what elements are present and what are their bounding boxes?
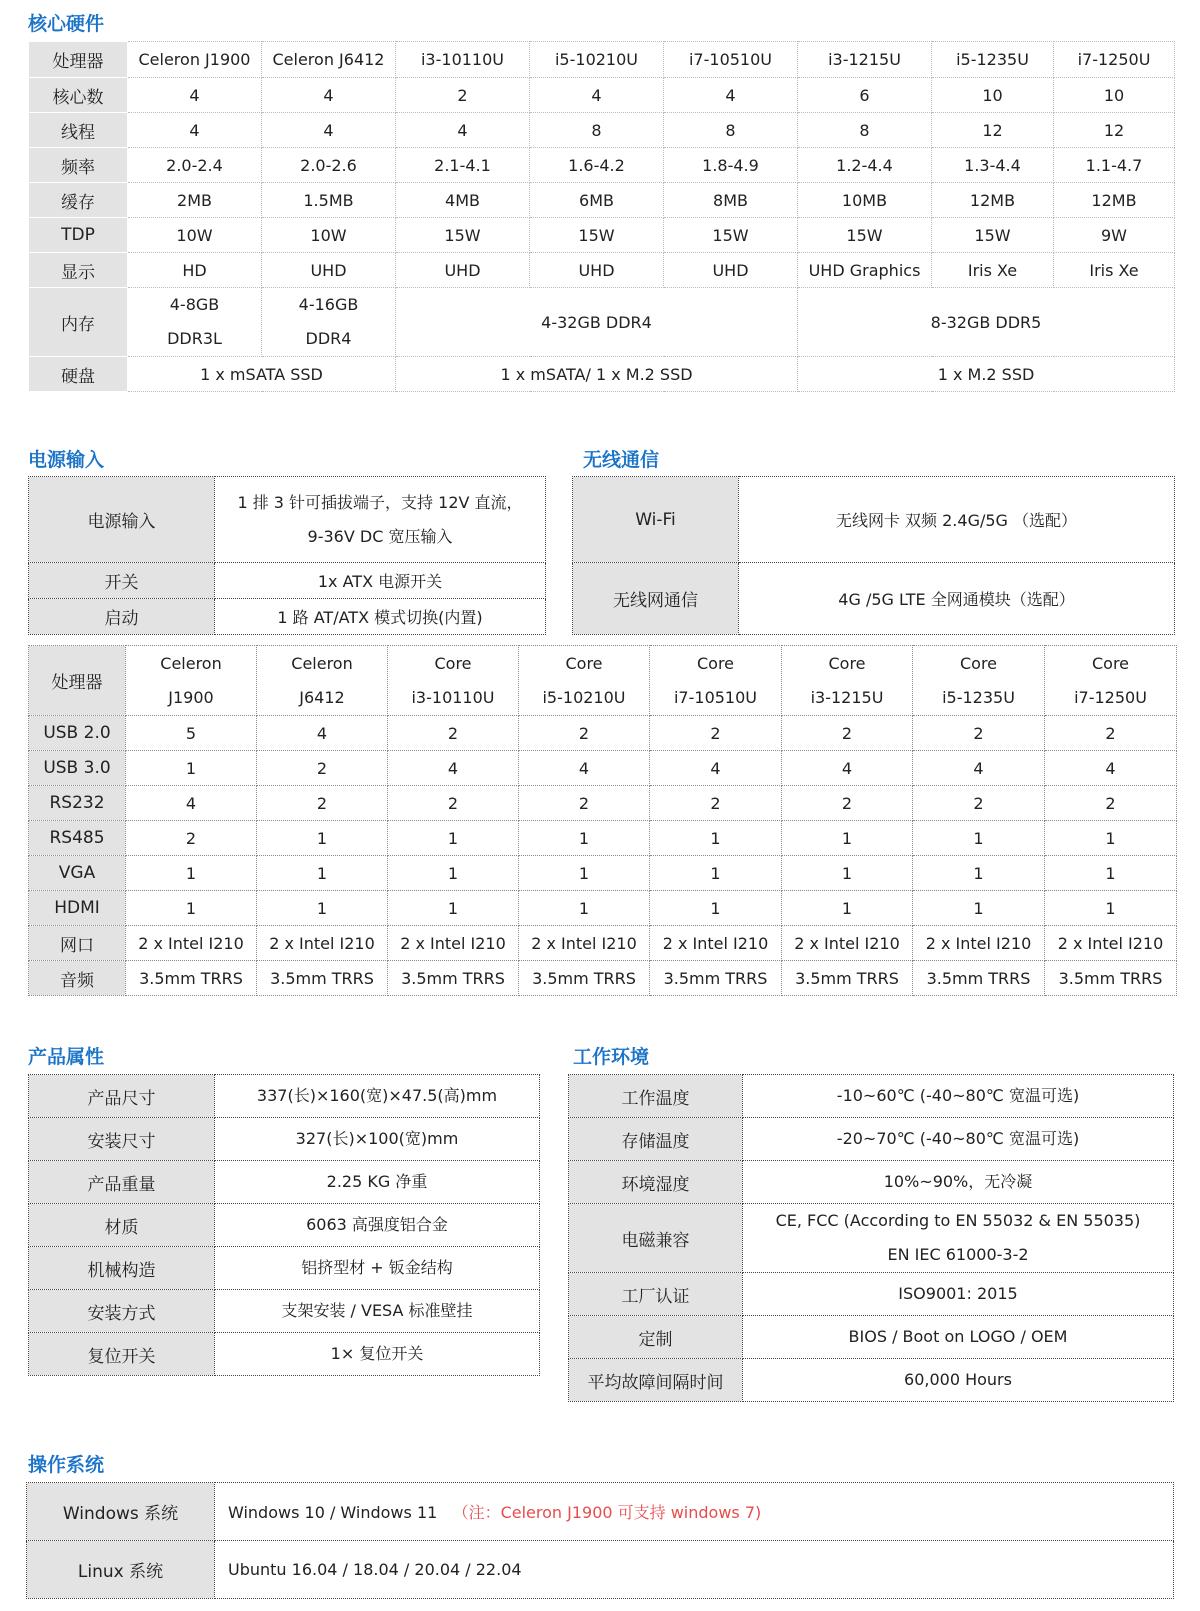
product-value — [215, 1075, 540, 1118]
cellular-row — [573, 563, 1175, 635]
hardware-section-title: 核心硬件 — [28, 13, 105, 35]
io-cpu-name — [1045, 646, 1177, 716]
os-windows-row — [27, 1483, 1174, 1541]
product-value — [215, 1204, 540, 1247]
product-value — [215, 1118, 540, 1161]
environment-value-line: -10~60℃ (-40~80℃ 宽温可选) — [836, 1086, 1080, 1105]
io-row-value: 1 — [650, 891, 782, 926]
power-input-line-2: 9-36V DC 宽压输入 — [307, 526, 453, 546]
hardware-cpu-name: i7-1250U — [1054, 42, 1175, 78]
product-table — [28, 1074, 540, 1376]
hardware-spec-value: 15W — [932, 218, 1054, 253]
io-cpu-name — [782, 646, 913, 716]
io-row — [29, 786, 1177, 821]
io-cpu-model: i7-10510U — [673, 687, 757, 707]
io-row-value: 4 — [519, 751, 650, 786]
io-row-value: 3.5mm TRRS — [388, 961, 519, 996]
io-row-value: 3.5mm TRRS — [126, 961, 257, 996]
hardware-spec-value: 6MB — [530, 183, 664, 218]
io-cpu-family: Celeron — [291, 653, 353, 673]
io-row-value: 1 — [782, 856, 913, 891]
environment-label: 工厂认证 — [569, 1273, 743, 1316]
os-linux-row — [27, 1541, 1174, 1599]
io-row-value: 1 — [257, 891, 388, 926]
wifi-row — [573, 477, 1175, 563]
io-row-value: 1 — [257, 821, 388, 856]
power-switch-label: 开关 — [29, 563, 215, 599]
os-linux-value: Ubuntu 16.04 / 18.04 / 20.04 / 22.04 — [215, 1541, 1174, 1599]
io-row-value: 1 — [257, 856, 388, 891]
environment-row — [569, 1359, 1174, 1402]
hardware-cpu-name: i7-10510U — [664, 42, 798, 78]
io-cpu-name — [388, 646, 519, 716]
power-boot-value: 1 路 AT/ATX 模式切换(内置) — [215, 599, 546, 635]
power-boot-row — [29, 599, 546, 635]
hardware-spec-value: UHD — [530, 253, 664, 288]
environment-value-line: EN IEC 61000-3-2 — [887, 1245, 1029, 1264]
io-row-value: 2 — [388, 716, 519, 751]
power-switch-row — [29, 563, 546, 599]
io-cpu-model: i5-10210U — [542, 687, 626, 707]
io-row-value: 2 — [1045, 716, 1177, 751]
io-cpu-family: Celeron — [160, 653, 222, 673]
memory-j1900 — [128, 288, 262, 357]
product-value-line: 337(长)×160(宽)×47.5(高)mm — [256, 1086, 498, 1105]
os-windows-cell — [215, 1483, 1174, 1541]
io-row-value: 4 — [388, 751, 519, 786]
power-input-row — [29, 477, 546, 563]
io-row-label: USB 3.0 — [29, 751, 126, 786]
hardware-cpu-name: Celeron J1900 — [128, 42, 262, 78]
memory-j1900-size: 4-8GB — [169, 295, 220, 314]
hardware-spec-value: 2.0-2.6 — [262, 148, 396, 183]
environment-value-line: -20~70℃ (-40~80℃ 宽温可选) — [836, 1129, 1080, 1148]
hardware-spec-value: 8 — [798, 113, 932, 148]
io-row-value: 1 — [388, 891, 519, 926]
hardware-spec-value: Iris Xe — [932, 253, 1054, 288]
product-row — [29, 1290, 540, 1333]
io-row-value: 1 — [388, 821, 519, 856]
io-row-label: 网口 — [29, 926, 126, 961]
environment-value-line: BIOS / Boot on LOGO / OEM — [848, 1327, 1068, 1346]
environment-value — [743, 1118, 1174, 1161]
os-windows-label: Windows 系统 — [27, 1483, 215, 1541]
hardware-spec-value: 4 — [530, 78, 664, 113]
product-label: 机械构造 — [29, 1247, 215, 1290]
io-row — [29, 926, 1177, 961]
environment-value-line: CE, FCC (According to EN 55032 & EN 55035) — [775, 1211, 1141, 1230]
hardware-spec-value: 15W — [530, 218, 664, 253]
io-cpu-model: i3-10110U — [411, 687, 495, 707]
hardware-spec-value: 4MB — [396, 183, 530, 218]
io-row-value: 2 — [650, 786, 782, 821]
wireless-table — [572, 476, 1175, 635]
product-label: 产品重量 — [29, 1161, 215, 1204]
hardware-spec-value: UHD — [262, 253, 396, 288]
product-label: 产品尺寸 — [29, 1075, 215, 1118]
io-row-value: 2 x Intel I210 — [650, 926, 782, 961]
memory-j1900-type: DDR3L — [167, 329, 222, 348]
hardware-spec-value: 1.8-4.9 — [664, 148, 798, 183]
memory-gen12: 8-32GB DDR5 — [798, 288, 1175, 357]
hardware-spec-value: 8 — [530, 113, 664, 148]
io-row-value: 2 — [519, 716, 650, 751]
io-cpu-family: Core — [565, 653, 603, 673]
io-cpu-family: Core — [434, 653, 472, 673]
hardware-cpu-name: i3-1215U — [798, 42, 932, 78]
environment-value — [743, 1161, 1174, 1204]
hardware-cpu-label: 处理器 — [29, 42, 128, 78]
hardware-spec-value: 1.5MB — [262, 183, 396, 218]
hardware-spec-value: 2MB — [128, 183, 262, 218]
io-row-value: 4 — [126, 786, 257, 821]
io-row-value: 1 — [650, 821, 782, 856]
hardware-spec-label: 频率 — [29, 148, 128, 183]
hardware-spec-value: 8 — [664, 113, 798, 148]
power-input-line-1: 1 排 3 针可插拔端子，支持 12V 直流， — [237, 492, 523, 512]
io-row-value: 1 — [913, 821, 1045, 856]
environment-row — [569, 1273, 1174, 1316]
hardware-spec-value: 1.3-4.4 — [932, 148, 1054, 183]
hardware-spec-label: 线程 — [29, 113, 128, 148]
io-row-value: 1 — [913, 856, 1045, 891]
io-row-value: 5 — [126, 716, 257, 751]
hardware-spec-value: 10 — [932, 78, 1054, 113]
memory-j6412-type: DDR4 — [305, 329, 352, 348]
os-section-title: 操作系统 — [28, 1454, 105, 1476]
wireless-section-title: 无线通信 — [583, 449, 660, 471]
hardware-spec-value: 4 — [262, 113, 396, 148]
hardware-spec-row — [29, 183, 1175, 218]
wifi-label: Wi-Fi — [573, 477, 739, 563]
hardware-cpu-name: i3-10110U — [396, 42, 530, 78]
io-cpu-family: Core — [696, 653, 735, 673]
hardware-spec-row — [29, 253, 1175, 288]
environment-row — [569, 1204, 1174, 1273]
io-row-label: VGA — [29, 856, 126, 891]
hardware-spec-value: HD — [128, 253, 262, 288]
io-row — [29, 716, 1177, 751]
io-row-value: 4 — [1045, 751, 1177, 786]
product-section-title: 产品属性 — [28, 1046, 105, 1068]
io-row-value: 2 — [650, 716, 782, 751]
environment-value-line: 10%~90%，无冷凝 — [883, 1172, 1033, 1191]
hardware-spec-value: 15W — [664, 218, 798, 253]
hardware-spec-value: 12 — [932, 113, 1054, 148]
io-row-value: 2 x Intel I210 — [1045, 926, 1177, 961]
io-row-value: 2 x Intel I210 — [388, 926, 519, 961]
environment-value — [743, 1273, 1174, 1316]
io-row-value: 4 — [650, 751, 782, 786]
hardware-spec-row — [29, 218, 1175, 253]
product-value — [215, 1290, 540, 1333]
io-row — [29, 961, 1177, 996]
hardware-spec-value: 12 — [1054, 113, 1175, 148]
product-row — [29, 1161, 540, 1204]
power-boot-label: 启动 — [29, 599, 215, 635]
environment-value-line: ISO9001: 2015 — [898, 1284, 1018, 1303]
product-label: 材质 — [29, 1204, 215, 1247]
cellular-value: 4G /5G LTE 全网通模块（选配） — [739, 563, 1175, 635]
io-cpu-name — [257, 646, 388, 716]
io-row-value: 2 x Intel I210 — [782, 926, 913, 961]
io-row-value: 2 — [782, 716, 913, 751]
os-linux-label: Linux 系统 — [27, 1541, 215, 1599]
storage-msata: 1 x mSATA SSD — [128, 357, 396, 392]
hardware-spec-value: 4 — [664, 78, 798, 113]
product-label: 复位开关 — [29, 1333, 215, 1376]
io-row-value: 1 — [519, 856, 650, 891]
product-value-line: 2.25 KG 净重 — [326, 1172, 428, 1191]
hardware-spec-value: Iris Xe — [1054, 253, 1175, 288]
io-row — [29, 856, 1177, 891]
io-row-label: RS485 — [29, 821, 126, 856]
io-row-value: 4 — [257, 716, 388, 751]
environment-label: 存储温度 — [569, 1118, 743, 1161]
hardware-cpu-name: i5-1235U — [932, 42, 1054, 78]
environment-section-title: 工作环境 — [573, 1046, 650, 1068]
os-table — [26, 1482, 1174, 1599]
io-row-value: 3.5mm TRRS — [257, 961, 388, 996]
io-row-value: 1 — [519, 891, 650, 926]
io-row-value: 1 — [519, 821, 650, 856]
io-row-value: 2 — [257, 786, 388, 821]
hardware-storage-row — [29, 357, 1175, 392]
io-row-value: 2 x Intel I210 — [257, 926, 388, 961]
io-cpu-label: 处理器 — [29, 646, 126, 716]
hardware-memory-label: 内存 — [29, 288, 128, 357]
io-row-label: RS232 — [29, 786, 126, 821]
hardware-memory-row — [29, 288, 1175, 357]
hardware-table — [28, 41, 1175, 392]
product-row — [29, 1247, 540, 1290]
environment-label: 环境湿度 — [569, 1161, 743, 1204]
environment-value-line: 60,000 Hours — [904, 1370, 1012, 1389]
io-row-value: 3.5mm TRRS — [519, 961, 650, 996]
hardware-cpu-name: i5-10210U — [530, 42, 664, 78]
io-row-value: 2 — [126, 821, 257, 856]
io-row-value: 2 — [913, 716, 1045, 751]
power-input-value — [215, 477, 546, 563]
hardware-spec-row — [29, 113, 1175, 148]
environment-value — [743, 1316, 1174, 1359]
io-row-label: USB 2.0 — [29, 716, 126, 751]
power-table — [28, 476, 546, 635]
io-table — [28, 645, 1177, 996]
product-value-line: 支架安装 / VESA 标准壁挂 — [281, 1301, 473, 1320]
product-value — [215, 1333, 540, 1376]
hardware-spec-value: 4 — [262, 78, 396, 113]
environment-value — [743, 1204, 1174, 1273]
hardware-spec-value: 12MB — [1054, 183, 1175, 218]
power-input-label: 电源输入 — [29, 477, 215, 563]
io-row-value: 3.5mm TRRS — [650, 961, 782, 996]
hardware-spec-value: UHD — [664, 253, 798, 288]
environment-row — [569, 1316, 1174, 1359]
hardware-spec-value: UHD — [396, 253, 530, 288]
environment-label: 平均故障间隔时间 — [569, 1359, 743, 1402]
hardware-spec-value: UHD Graphics — [798, 253, 932, 288]
io-row-value: 2 — [913, 786, 1045, 821]
io-row-value: 2 — [519, 786, 650, 821]
hardware-cpu-name: Celeron J6412 — [262, 42, 396, 78]
product-value-line: 327(长)×100(宽)mm — [295, 1129, 459, 1148]
memory-j6412-size: 4-16GB — [298, 295, 359, 314]
environment-label: 定制 — [569, 1316, 743, 1359]
io-row-value: 2 x Intel I210 — [126, 926, 257, 961]
hardware-spec-value: 8MB — [664, 183, 798, 218]
environment-row — [569, 1075, 1174, 1118]
hardware-spec-value: 15W — [396, 218, 530, 253]
hardware-spec-value: 6 — [798, 78, 932, 113]
product-value — [215, 1247, 540, 1290]
io-row-value: 1 — [126, 891, 257, 926]
io-row-value: 1 — [782, 821, 913, 856]
io-cpu-family: Core — [828, 653, 866, 673]
io-cpu-family: Core — [1091, 653, 1130, 673]
io-row-label: HDMI — [29, 891, 126, 926]
hardware-spec-value: 12MB — [932, 183, 1054, 218]
io-row-value: 1 — [126, 751, 257, 786]
product-row — [29, 1118, 540, 1161]
io-row-value: 1 — [782, 891, 913, 926]
hardware-spec-value: 10W — [128, 218, 262, 253]
io-cpu-model: J1900 — [168, 687, 214, 707]
product-value-line: 6063 高强度铝合金 — [306, 1215, 448, 1234]
cellular-label: 无线网通信 — [573, 563, 739, 635]
io-row-value: 2 x Intel I210 — [913, 926, 1045, 961]
io-row — [29, 751, 1177, 786]
io-cpu-family: Core — [959, 653, 998, 673]
io-cpu-name — [913, 646, 1045, 716]
hardware-spec-value: 2.0-2.4 — [128, 148, 262, 183]
io-row-value: 2 — [1045, 786, 1177, 821]
hardware-spec-row — [29, 78, 1175, 113]
hardware-spec-label: 缓存 — [29, 183, 128, 218]
io-cpu-name — [519, 646, 650, 716]
io-row-value: 1 — [388, 856, 519, 891]
hardware-spec-value: 1.6-4.2 — [530, 148, 664, 183]
hardware-spec-label: TDP — [29, 218, 128, 253]
io-row-value: 1 — [913, 891, 1045, 926]
storage-m2: 1 x M.2 SSD — [798, 357, 1175, 392]
environment-table — [568, 1074, 1174, 1402]
io-row-value: 2 — [782, 786, 913, 821]
hardware-spec-value: 4 — [128, 113, 262, 148]
product-value — [215, 1161, 540, 1204]
io-cpu-name — [126, 646, 257, 716]
memory-j6412 — [262, 288, 396, 357]
hardware-storage-label: 硬盘 — [29, 357, 128, 392]
io-row — [29, 821, 1177, 856]
wifi-value: 无线网卡 双频 2.4G/5G （选配） — [739, 477, 1175, 563]
io-row-value: 2 — [257, 751, 388, 786]
io-cpu-name — [650, 646, 782, 716]
io-row-value: 1 — [650, 856, 782, 891]
hardware-cpu-row — [29, 42, 1175, 78]
hardware-spec-value: 10W — [262, 218, 396, 253]
product-value-line: 1× 复位开关 — [330, 1344, 424, 1363]
hardware-spec-label: 核心数 — [29, 78, 128, 113]
io-cpu-model: J6412 — [299, 687, 345, 707]
hardware-spec-value: 10 — [1054, 78, 1175, 113]
io-row-value: 1 — [1045, 856, 1177, 891]
product-label: 安装尺寸 — [29, 1118, 215, 1161]
io-row-value: 2 x Intel I210 — [519, 926, 650, 961]
io-row-value: 2 — [388, 786, 519, 821]
io-cpu-model: i3-1215U — [810, 687, 884, 707]
hardware-spec-value: 2 — [396, 78, 530, 113]
hardware-spec-label: 显示 — [29, 253, 128, 288]
io-row-value: 4 — [782, 751, 913, 786]
io-cpu-model: i5-1235U — [942, 687, 1015, 707]
hardware-spec-value: 9W — [1054, 218, 1175, 253]
power-section-title: 电源输入 — [28, 449, 105, 471]
storage-msata-m2: 1 x mSATA/ 1 x M.2 SSD — [396, 357, 798, 392]
environment-value — [743, 1075, 1174, 1118]
io-row-value: 4 — [913, 751, 1045, 786]
hardware-spec-row — [29, 148, 1175, 183]
hardware-spec-value: 4 — [128, 78, 262, 113]
product-row — [29, 1333, 540, 1376]
product-row — [29, 1204, 540, 1247]
io-row-value: 1 — [126, 856, 257, 891]
io-cpu-model: i7-1250U — [1074, 687, 1147, 707]
hardware-spec-value: 10MB — [798, 183, 932, 218]
environment-label: 工作温度 — [569, 1075, 743, 1118]
environment-row — [569, 1161, 1174, 1204]
os-windows-value: Windows 10 / Windows 11 — [228, 1503, 438, 1522]
io-row-value: 3.5mm TRRS — [913, 961, 1045, 996]
product-label: 安装方式 — [29, 1290, 215, 1333]
io-row-label: 音频 — [29, 961, 126, 996]
io-row-value: 3.5mm TRRS — [782, 961, 913, 996]
io-row — [29, 891, 1177, 926]
power-switch-value: 1x ATX 电源开关 — [215, 563, 546, 599]
io-cpu-row — [29, 646, 1177, 716]
hardware-spec-value: 2.1-4.1 — [396, 148, 530, 183]
os-windows-note: （注：Celeron J1900 可支持 windows 7) — [452, 1503, 762, 1522]
memory-gen10: 4-32GB DDR4 — [396, 288, 798, 357]
environment-label: 电磁兼容 — [569, 1204, 743, 1273]
hardware-spec-value: 1.1-4.7 — [1054, 148, 1175, 183]
hardware-spec-value: 1.2-4.4 — [798, 148, 932, 183]
hardware-spec-value: 4 — [396, 113, 530, 148]
environment-row — [569, 1118, 1174, 1161]
environment-value — [743, 1359, 1174, 1402]
hardware-spec-value: 15W — [798, 218, 932, 253]
product-value-line: 铝挤型材 + 钣金结构 — [301, 1258, 453, 1277]
io-row-value: 1 — [1045, 891, 1177, 926]
io-row-value: 1 — [1045, 821, 1177, 856]
product-row — [29, 1075, 540, 1118]
io-row-value: 3.5mm TRRS — [1045, 961, 1177, 996]
